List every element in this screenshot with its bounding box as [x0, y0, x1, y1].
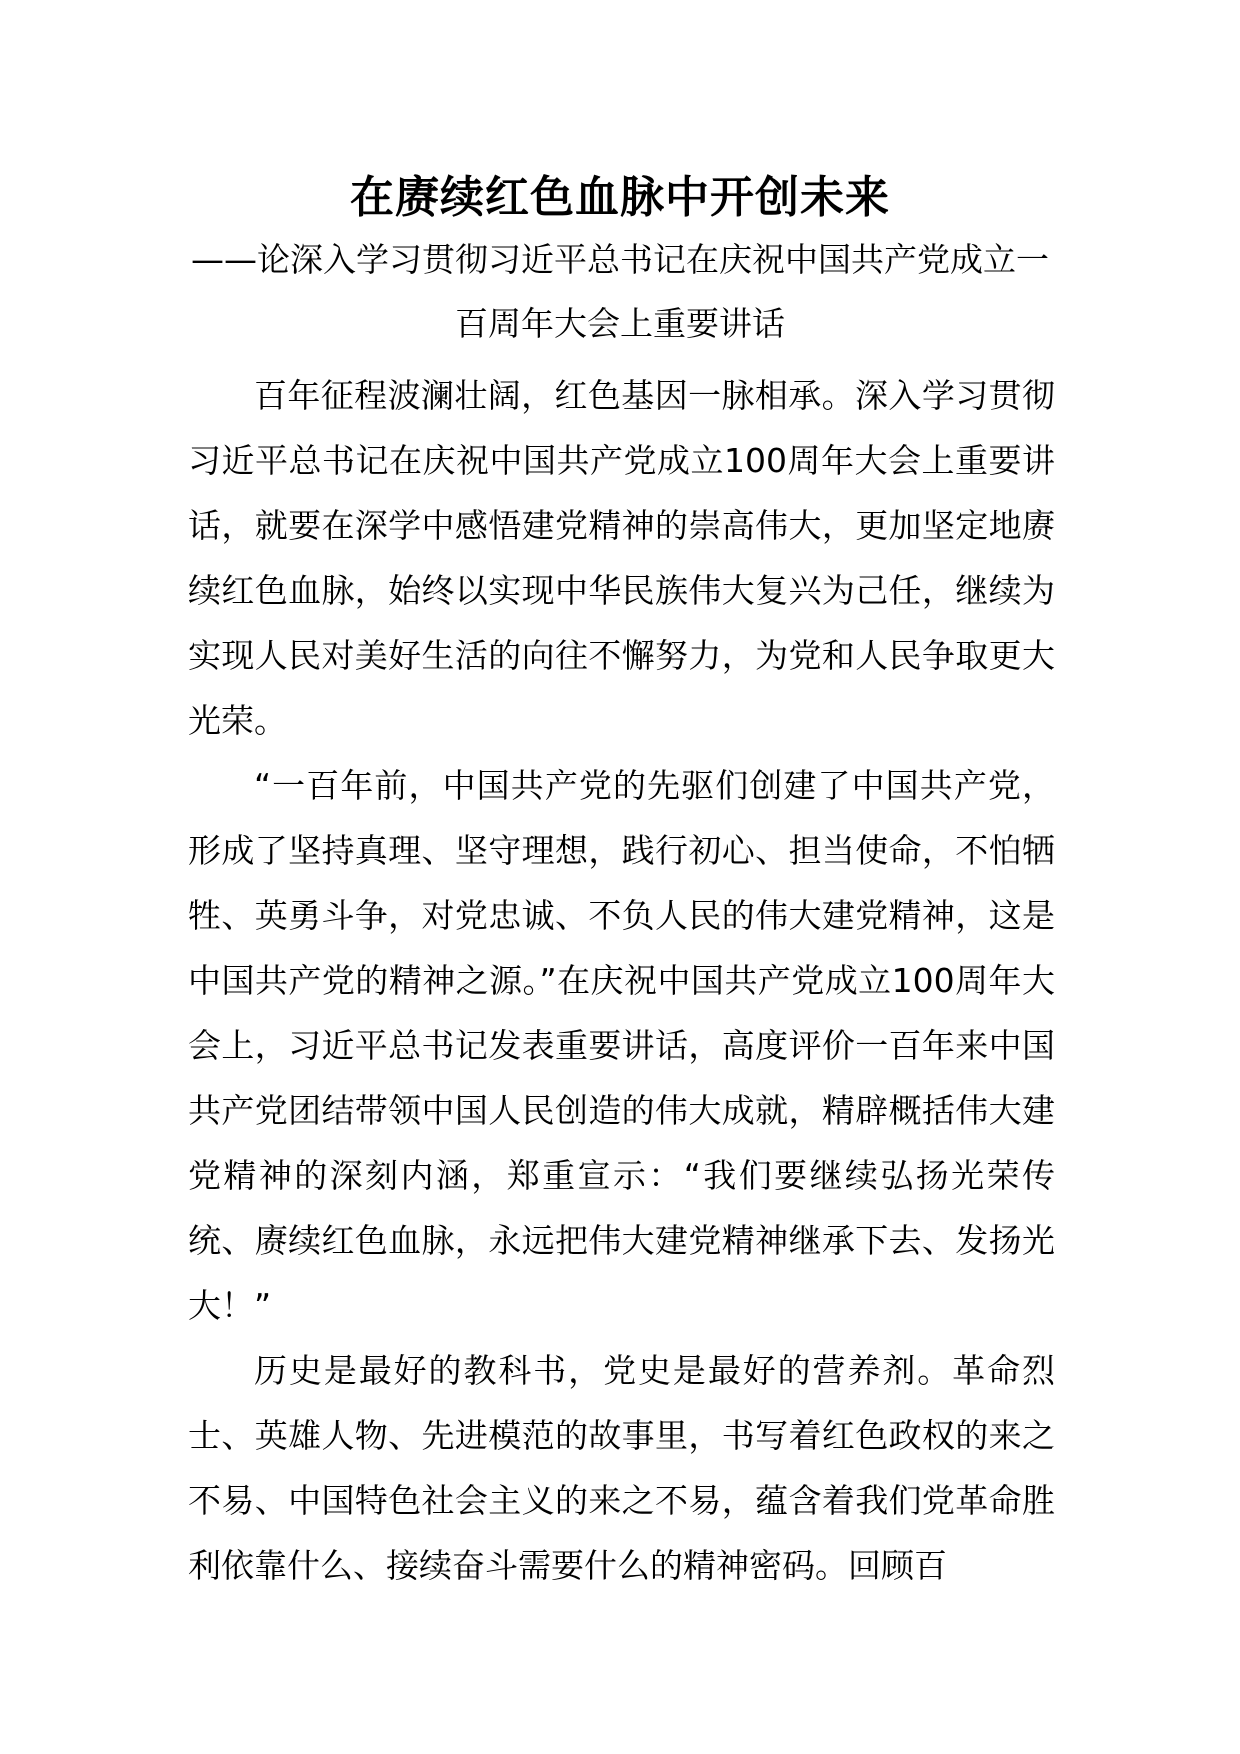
document-subtitle: ——论深入学习贯彻习近平总书记在庆祝中国共产党成立一百周年大会上重要讲话	[191, 240, 1049, 343]
document-body	[188, 363, 1055, 1598]
paragraph: “一百年前，中国共产党的先驱们创建了中国共产党，形成了坚持真理、坚守理想，践行初心、担当使命，不怕牺牲、英勇斗争，对党忠诚、不负人民的伟大建党精神，这是中国共产党的精神之源。”在庆祝中国共产党成立100周年大会上，习近平总书记发表重要讲话，高度评价一百年来中国共产党团结带领中国人民创造的伟大成就，精辟概括伟大建党精神的深刻内涵，郑重宣示：“我们要继续弘扬光荣传统、赓续红色血脉，永远把伟大建党精神继承下去、发扬光大！”	[188, 766, 1055, 1325]
document-title: 在赓续红色血脉中开创未来	[350, 172, 890, 223]
paragraph: 历史是最好的教科书，党史是最好的营养剂。革命烈士、英雄人物、先进模范的故事里，书写着红色政权的来之不易、中国特色社会主义的来之不易，蕴含着我们党革命胜利依靠什么、接续奋斗需要什么的精神密码。回顾百	[188, 1351, 1055, 1585]
paragraph: 百年征程波澜壮阔，红色基因一脉相承。深入学习贯彻习近平总书记在庆祝中国共产党成立100周年大会上重要讲话，就要在深学中感悟建党精神的崇高伟大，更加坚定地赓续红色血脉，始终以实现中华民族伟大复兴为己任，继续为实现人民对美好生活的向往不懈努力，为党和人民争取更大光荣。	[188, 376, 1055, 740]
